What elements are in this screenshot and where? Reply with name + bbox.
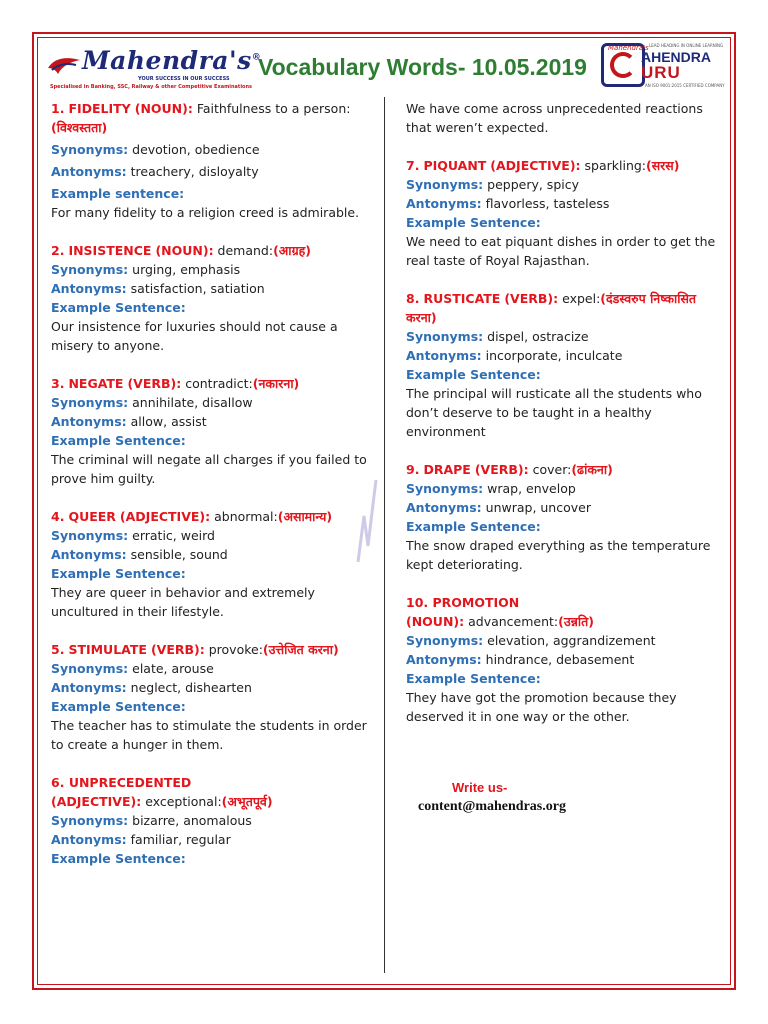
entry-heading-line-2: (NOUN): advancement:(उन्नति) bbox=[406, 614, 594, 629]
guru-line-1: AHENDRA bbox=[641, 49, 711, 65]
example-label: Example Sentence: bbox=[51, 300, 186, 315]
example-label: Example Sentence: bbox=[406, 215, 541, 230]
vocab-entry-3 bbox=[51, 374, 369, 488]
example-sentence: The teacher has to stimulate the students in order to create a hunger in them. bbox=[51, 718, 367, 752]
example-sentence: We need to eat piquant dishes in order to get the real taste of Royal Rajasthan. bbox=[406, 234, 716, 268]
example-sentence: They are queer in behavior and extremely uncultured in their lifestyle. bbox=[51, 585, 315, 619]
brand-subline: Specialised in Banking, SSC, Railway & other Competitive Examinations bbox=[50, 84, 253, 90]
example-label: Example sentence: bbox=[51, 186, 185, 201]
example-label: Example Sentence: bbox=[51, 851, 186, 866]
entry-heading: 7. PIQUANT (ADJECTIVE): sparkling:(सरस) bbox=[406, 158, 680, 173]
entry-heading: 9. DRAPE (VERB): cover:(ढांकना) bbox=[406, 462, 613, 477]
vocab-entry-5 bbox=[51, 640, 369, 754]
example-sentence: The criminal will negate all charges if you failed to prove him guilty. bbox=[51, 452, 367, 486]
antonyms-row: Antonyms: satisfaction, satiation bbox=[51, 281, 265, 296]
example-sentence: For many fidelity to a religion creed is admirable. bbox=[51, 205, 360, 220]
vocab-entry-2 bbox=[51, 241, 369, 355]
vocab-entry-1 bbox=[51, 99, 369, 222]
guru-bottom-caption: AN ISO 9001:2015 CERTIFIED COMPANY bbox=[645, 83, 725, 88]
example-label: Example Sentence: bbox=[406, 671, 541, 686]
example-sentence: Our insistence for luxuries should not cause a misery to anyone. bbox=[51, 319, 338, 353]
entry-heading-line-2: (ADJECTIVE): exceptional:(अभूतपूर्व) bbox=[51, 794, 273, 809]
synonyms-row: Synonyms: elevation, aggrandizement bbox=[406, 633, 656, 648]
bird-logo-icon bbox=[46, 54, 82, 78]
guru-line-2: URU bbox=[641, 63, 681, 82]
example-sentence: They have got the promotion because they deserved it in one way or the other. bbox=[406, 690, 677, 724]
antonyms-row: Antonyms: sensible, sound bbox=[51, 547, 228, 562]
entry-heading: 3. NEGATE (VERB): contradict:(नकारना) bbox=[51, 376, 300, 391]
antonyms-row: Antonyms: flavorless, tasteless bbox=[406, 196, 610, 211]
synonyms-row: Synonyms: elate, arouse bbox=[51, 661, 214, 676]
synonyms-row: Synonyms: wrap, envelop bbox=[406, 481, 576, 496]
synonyms-row: Synonyms: devotion, obedience bbox=[51, 142, 260, 157]
header bbox=[40, 40, 730, 94]
mahendras-logo bbox=[46, 46, 262, 90]
example-sentence: We have come across unprecedented reactions that weren’t expected. bbox=[406, 101, 703, 135]
vocab-entry-9 bbox=[406, 460, 722, 574]
example-label: Example Sentence: bbox=[406, 367, 541, 382]
contact-email[interactable]: content@mahendras.org bbox=[418, 799, 566, 814]
synonyms-row: Synonyms: erratic, weird bbox=[51, 528, 215, 543]
synonyms-row: Synonyms: bizarre, anomalous bbox=[51, 813, 252, 828]
vocab-entry-7 bbox=[406, 156, 722, 270]
right-column bbox=[406, 99, 722, 745]
entry-heading: 5. STIMULATE (VERB): provoke:(उत्तेजित करना) bbox=[51, 642, 339, 657]
entry-heading: 4. QUEER (ADJECTIVE): abnormal:(असामान्य) bbox=[51, 509, 333, 524]
antonyms-row: Antonyms: unwrap, uncover bbox=[406, 500, 591, 515]
synonyms-row: Synonyms: dispel, ostracize bbox=[406, 329, 589, 344]
vocab-entry-8 bbox=[406, 289, 722, 441]
synonyms-row: Synonyms: urging, emphasis bbox=[51, 262, 241, 277]
entry-heading: 1. FIDELITY (NOUN): Faithfulness to a person:(विश्वस्तता) bbox=[51, 101, 351, 135]
entry-heading: 2. INSISTENCE (NOUN): demand:(आग्रह) bbox=[51, 243, 311, 258]
entry-heading: 8. RUSTICATE (VERB): expel:(दंडस्वरुप निष्कासित करना) bbox=[406, 291, 697, 325]
example-label: Example Sentence: bbox=[51, 433, 186, 448]
column-divider bbox=[384, 97, 385, 973]
mahendra-guru-logo bbox=[601, 41, 725, 91]
example-label: Example Sentence: bbox=[406, 519, 541, 534]
guru-emblem-icon: Mahendra's bbox=[601, 43, 645, 87]
write-us-label: Write us- bbox=[452, 780, 508, 795]
guru-top-caption: LEAD HEADING IN ONLINE LEARNING bbox=[649, 43, 724, 48]
antonyms-row: Antonyms: familiar, regular bbox=[51, 832, 231, 847]
continued-example bbox=[406, 99, 722, 137]
synonyms-row: Synonyms: annihilate, disallow bbox=[51, 395, 253, 410]
example-label: Example Sentence: bbox=[51, 699, 186, 714]
antonyms-row: Antonyms: treachery, disloyalty bbox=[51, 164, 259, 179]
entry-heading-line-1: 6. UNPRECEDENTED bbox=[51, 775, 192, 790]
vocab-entry-6 bbox=[51, 773, 369, 868]
example-sentence: The snow draped everything as the temperature kept deteriorating. bbox=[406, 538, 711, 572]
brand-tagline: YOUR SUCCESS IN OUR SUCCESS bbox=[138, 76, 230, 82]
vocab-entry-10 bbox=[406, 593, 722, 726]
left-column bbox=[51, 99, 369, 887]
page-title: Vocabulary Words- 10.05.2019 bbox=[258, 54, 587, 80]
antonyms-row: Antonyms: neglect, dishearten bbox=[51, 680, 252, 695]
antonyms-row: Antonyms: hindrance, debasement bbox=[406, 652, 635, 667]
synonyms-row: Synonyms: peppery, spicy bbox=[406, 177, 579, 192]
vocab-entry-4 bbox=[51, 507, 369, 621]
antonyms-row: Antonyms: allow, assist bbox=[51, 414, 207, 429]
brand-name: Mahendra's® bbox=[82, 46, 262, 75]
entry-heading-line-1: 10. PROMOTION bbox=[406, 595, 520, 610]
example-sentence: The principal will rusticate all the students who don’t deserve to be taught in a healthy environment bbox=[406, 386, 702, 439]
example-label: Example Sentence: bbox=[51, 566, 186, 581]
antonyms-row: Antonyms: incorporate, inculcate bbox=[406, 348, 623, 363]
